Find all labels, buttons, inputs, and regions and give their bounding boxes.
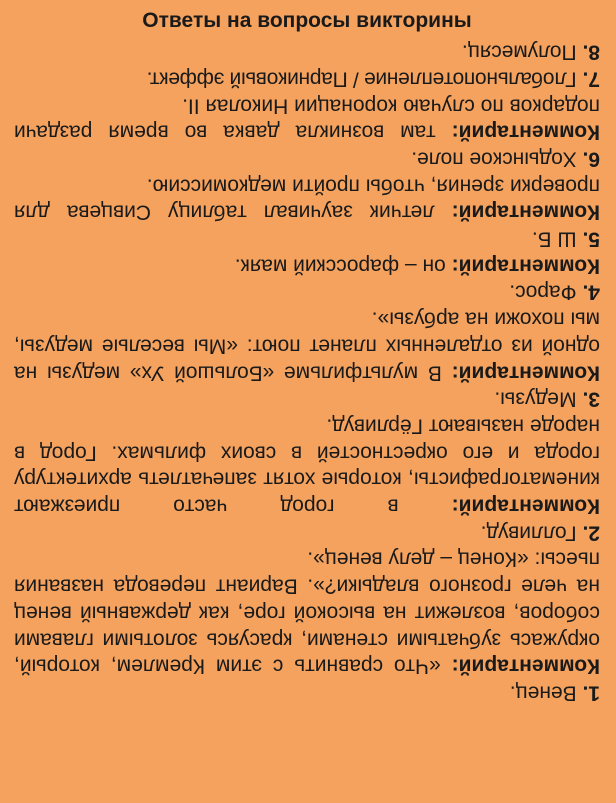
comment-label: Комментарий: [451, 494, 600, 518]
comment-text: летчик заучивал таблицу Сивцева для проверки зрения, чтобы пройти медкомиссию. [14, 174, 600, 224]
answer-item [14, 385, 600, 412]
answers-list [14, 38, 600, 706]
comment-label: Комментарий: [451, 200, 600, 224]
comment-text: в город часто приезжают кинематографисты, которые хотят запечатлеть архитектуру города и его окрестностей в своих фильмах. Город в народе называют Гёрливуд. [14, 414, 600, 518]
answer-comment [14, 252, 600, 279]
comment-text: В мультфильме «Большой Ух» медузы на одной из отдаленных планет поют: «Мы веселые медузы, мы похожи на арбузы». [14, 307, 600, 385]
answer-comment [14, 305, 600, 385]
answer-text: Венец. [509, 681, 577, 705]
answer-item [14, 519, 600, 546]
comment-label: Комментарий: [451, 120, 600, 144]
answer-comment [14, 545, 600, 679]
answer-comment [14, 172, 600, 225]
comment-label: Комментарий: [451, 654, 600, 678]
answer-text: Полумесяц. [461, 40, 577, 64]
answer-number: 4. [582, 281, 600, 305]
answer-number: 2. [582, 521, 600, 545]
answer-number: 1. [582, 681, 600, 705]
answer-item [14, 225, 600, 252]
page-title: Ответы на вопросы викторины [142, 9, 472, 32]
answer-number: 7. [582, 67, 600, 91]
answer-text: Ходынское поле. [411, 147, 577, 171]
answer-item [14, 679, 600, 706]
answer-number: 6. [582, 147, 600, 171]
answer-item [14, 38, 600, 65]
answer-comment [14, 412, 600, 519]
comment-label: Комментарий: [451, 361, 600, 385]
answer-item [14, 278, 600, 305]
answer-text: Медузы. [494, 387, 577, 411]
comment-text: «Что сравнить с этим Кремлем, который, окружась зубчатыми стенами, красуясь золотыми главами соборов, возлежит на высокой горе, как державный венец на челе грозного владыки?». Вариант перевода названия пьесы: «Конец – делу венец». [14, 548, 600, 678]
comment-text: там возникла давка во время раздачи подарков по случаю коронации Николая II. [14, 94, 600, 144]
comment-text: он – фаросский маяк. [234, 254, 446, 278]
answer-number: 3. [582, 387, 600, 411]
answer-text: Ш Б. [531, 227, 577, 251]
answer-item [14, 145, 600, 172]
answer-text: Глобальнопотепление / Парниковый эффект. [146, 67, 577, 91]
answer-text: Голливуд. [480, 521, 577, 545]
answer-item [14, 65, 600, 92]
answer-number: 5. [582, 227, 600, 251]
answer-comment [14, 91, 600, 144]
comment-label: Комментарий: [451, 254, 600, 278]
answer-number: 8. [582, 40, 600, 64]
answer-text: Фарос. [509, 281, 577, 305]
